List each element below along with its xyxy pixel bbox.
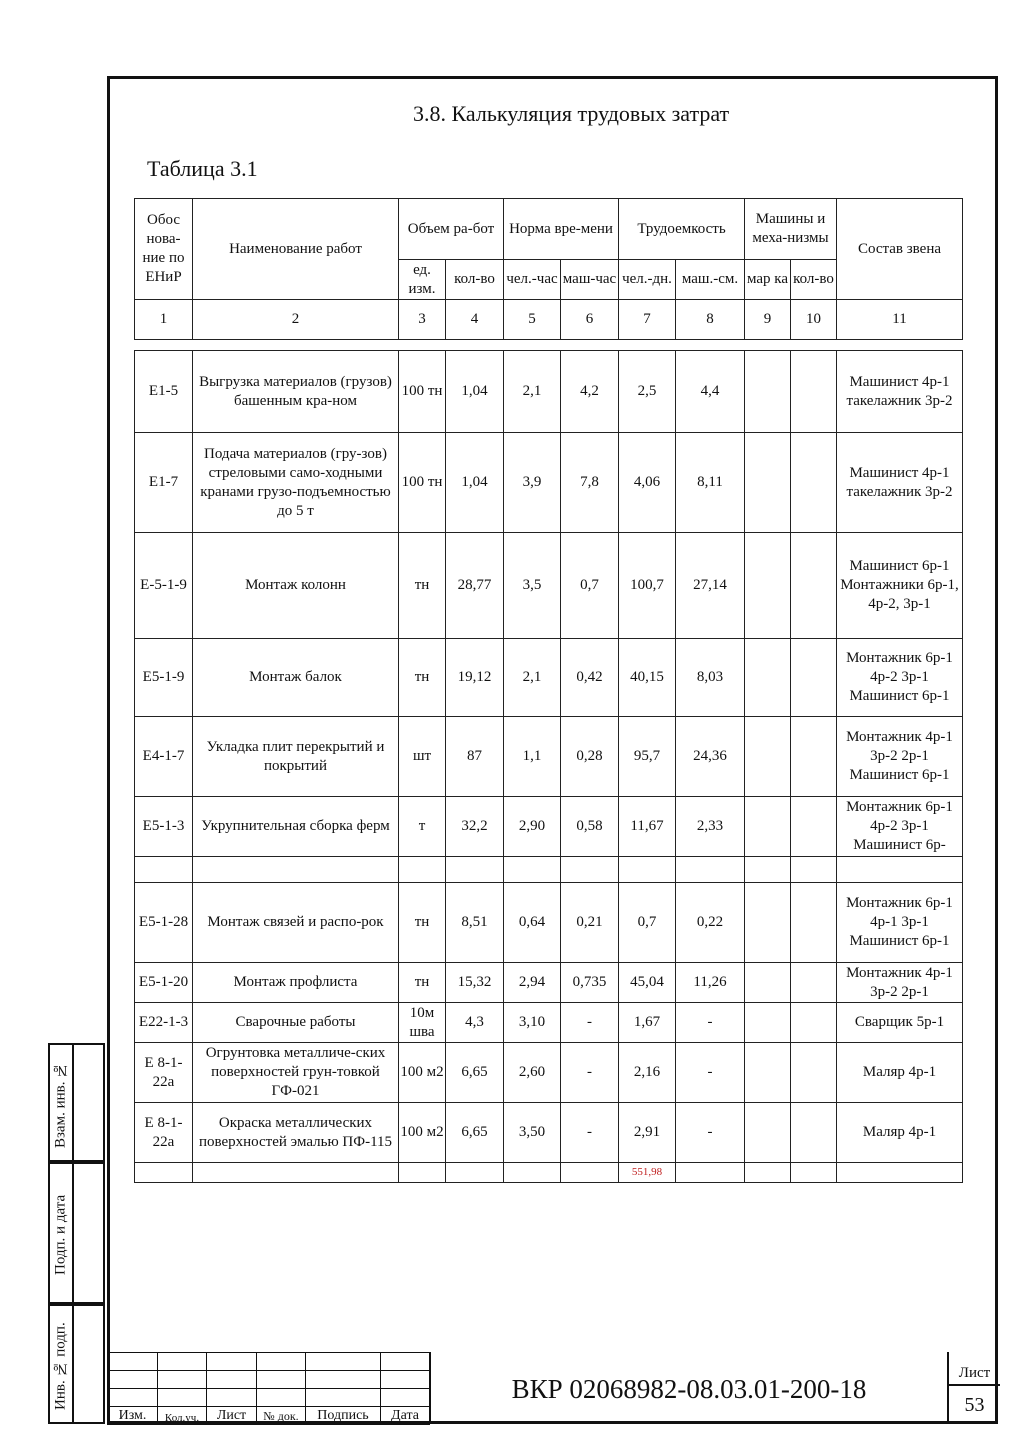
col-num: 4 bbox=[446, 300, 504, 340]
stamp-kol: Кол.уч. bbox=[158, 1407, 207, 1425]
cell-mach-hr: - bbox=[561, 1103, 619, 1163]
cell-unit: тн bbox=[399, 883, 446, 963]
cell-brand bbox=[745, 883, 791, 963]
cell-mach-hr: - bbox=[561, 1043, 619, 1103]
sheet-number: 53 bbox=[964, 1393, 985, 1416]
cell-code: Е-5-1-9 bbox=[135, 533, 193, 639]
cell-qty: 6,65 bbox=[446, 1043, 504, 1103]
cell-qty: 28,77 bbox=[446, 533, 504, 639]
header-volume: Объем ра-бот bbox=[399, 199, 504, 260]
cell-brand bbox=[745, 1003, 791, 1043]
cell-brand bbox=[745, 797, 791, 857]
cell-qty: 4,3 bbox=[446, 1003, 504, 1043]
cell-man-day: 100,7 bbox=[619, 533, 676, 639]
cell-brand bbox=[745, 533, 791, 639]
cell-qty: 1,04 bbox=[446, 433, 504, 533]
cell-mach-hr: - bbox=[561, 1003, 619, 1043]
cell-crew: Машинист 6р-1 Монтажники 6р-1, 4р-2, 3р-1 bbox=[837, 533, 963, 639]
table-row bbox=[135, 433, 963, 533]
cell-name: Монтаж связей и распо-рок bbox=[193, 883, 399, 963]
cell-unit: тн bbox=[399, 963, 446, 1003]
cell-name: Сварочные работы bbox=[193, 1003, 399, 1043]
stamp-list: Лист bbox=[207, 1407, 257, 1425]
cell-man-hr: 1,1 bbox=[504, 717, 561, 797]
header-machines: Машины и меха-низмы bbox=[745, 199, 837, 260]
stamp-sign: Подпись bbox=[306, 1407, 381, 1425]
cell-mach-shift: 4,4 bbox=[676, 351, 745, 433]
cell-count bbox=[791, 351, 837, 433]
cell-mach-shift: 0,22 bbox=[676, 883, 745, 963]
cell-mach-shift: 24,36 bbox=[676, 717, 745, 797]
cell-man-hr: 3,9 bbox=[504, 433, 561, 533]
cell-man-hr: 3,10 bbox=[504, 1003, 561, 1043]
cell-brand bbox=[745, 433, 791, 533]
table-row bbox=[135, 1043, 963, 1103]
header-man-day: чел.-дн. bbox=[619, 260, 676, 300]
cell-name: Монтаж балок bbox=[193, 639, 399, 717]
col-num: 8 bbox=[676, 300, 745, 340]
cell-count bbox=[791, 883, 837, 963]
header-unit: ед. изм. bbox=[399, 260, 446, 300]
cell-name: Монтаж профлиста bbox=[193, 963, 399, 1003]
cell-mach-hr: 0,7 bbox=[561, 533, 619, 639]
cell-mach-hr: 0,42 bbox=[561, 639, 619, 717]
total-man-day: 551,98 bbox=[619, 1163, 676, 1183]
table-row bbox=[135, 533, 963, 639]
cell-mach-shift: 2,33 bbox=[676, 797, 745, 857]
header-brand: мар ка bbox=[745, 260, 791, 300]
sheet-label: Лист bbox=[949, 1354, 1000, 1386]
cell-code: Е 8-1-22а bbox=[135, 1043, 193, 1103]
cell-crew: Маляр 4р-1 bbox=[837, 1103, 963, 1163]
cell-man-hr: 2,1 bbox=[504, 351, 561, 433]
cell-mach-shift: 8,11 bbox=[676, 433, 745, 533]
header-mach-shift: маш.-см. bbox=[676, 260, 745, 300]
side-stamp-sign-date bbox=[48, 1162, 105, 1304]
cell-unit: 10м шва bbox=[399, 1003, 446, 1043]
col-num: 9 bbox=[745, 300, 791, 340]
cell-unit bbox=[399, 857, 446, 883]
cell-unit: 100 тн bbox=[399, 351, 446, 433]
cell-code: Е5-1-3 bbox=[135, 797, 193, 857]
cell-count bbox=[791, 797, 837, 857]
cell-mach-hr: 4,2 bbox=[561, 351, 619, 433]
cell-mach-shift: 27,14 bbox=[676, 533, 745, 639]
cell-man-day: 4,06 bbox=[619, 433, 676, 533]
col-num: 11 bbox=[837, 300, 963, 340]
header-count: кол-во bbox=[791, 260, 837, 300]
col-num: 10 bbox=[791, 300, 837, 340]
side-label-replace: Взам. инв. № bbox=[52, 1061, 69, 1148]
table-row bbox=[135, 857, 963, 883]
cell-brand bbox=[745, 717, 791, 797]
cell-mach-shift bbox=[676, 857, 745, 883]
header-code: Обос нова-ние по ЕНиР bbox=[135, 199, 193, 300]
cell-man-day: 45,04 bbox=[619, 963, 676, 1003]
header-man-hr: чел.-час bbox=[504, 260, 561, 300]
table-row bbox=[135, 351, 963, 433]
cell-qty: 8,51 bbox=[446, 883, 504, 963]
cell-mach-shift: - bbox=[676, 1043, 745, 1103]
cell-qty: 6,65 bbox=[446, 1103, 504, 1163]
cell-unit: 100 м2 bbox=[399, 1103, 446, 1163]
cell-man-hr: 3,5 bbox=[504, 533, 561, 639]
cell-name: Монтаж колонн bbox=[193, 533, 399, 639]
table-row bbox=[135, 963, 963, 1003]
title-block-grid bbox=[107, 1352, 430, 1425]
cell-code: Е5-1-28 bbox=[135, 883, 193, 963]
cell-brand bbox=[745, 963, 791, 1003]
cell-count bbox=[791, 1043, 837, 1103]
cell-unit: шт bbox=[399, 717, 446, 797]
cell-man-hr: 0,64 bbox=[504, 883, 561, 963]
cell-count bbox=[791, 857, 837, 883]
cell-unit: 100 м2 bbox=[399, 1043, 446, 1103]
cell-man-day: 40,15 bbox=[619, 639, 676, 717]
table-row bbox=[135, 1103, 963, 1163]
header-name: Наименование работ bbox=[193, 199, 399, 300]
cell-crew: Монтажник 4р-1 3р-2 2р-1 bbox=[837, 963, 963, 1003]
cell-code: Е22-1-3 bbox=[135, 1003, 193, 1043]
document-code: ВКР 02068982-08.03.01-200-18 bbox=[429, 1352, 947, 1424]
cell-qty: 19,12 bbox=[446, 639, 504, 717]
table-row bbox=[135, 1003, 963, 1043]
cell-mach-hr: 0,58 bbox=[561, 797, 619, 857]
cell-mach-shift: 11,26 bbox=[676, 963, 745, 1003]
cell-qty: 1,04 bbox=[446, 351, 504, 433]
cell-name: Укладка плит перекрытий и покрытий bbox=[193, 717, 399, 797]
cell-code: Е4-1-7 bbox=[135, 717, 193, 797]
cell-crew: Маляр 4р-1 bbox=[837, 1043, 963, 1103]
col-num: 7 bbox=[619, 300, 676, 340]
header-table bbox=[134, 198, 963, 340]
cell-count bbox=[791, 1003, 837, 1043]
cell-crew: Машинист 4р-1 такелажник 3р-2 bbox=[837, 433, 963, 533]
cell-qty bbox=[446, 857, 504, 883]
cell-man-day: 2,16 bbox=[619, 1043, 676, 1103]
cell-mach-shift: - bbox=[676, 1103, 745, 1163]
cell-count bbox=[791, 717, 837, 797]
labor-table bbox=[134, 350, 963, 1183]
cell-unit: 100 тн bbox=[399, 433, 446, 533]
cell-crew: Машинист 4р-1 такелажник 3р-2 bbox=[837, 351, 963, 433]
col-num: 1 bbox=[135, 300, 193, 340]
cell-crew: Монтажник 6р-1 4р-2 3р-1 Машинист 6р-1 bbox=[837, 639, 963, 717]
cell-brand bbox=[745, 857, 791, 883]
cell-mach-hr: 0,28 bbox=[561, 717, 619, 797]
sheet-box bbox=[947, 1352, 1000, 1424]
side-label-sign-date: Подп. и дата bbox=[52, 1194, 69, 1276]
cell-qty: 15,32 bbox=[446, 963, 504, 1003]
cell-code: Е5-1-9 bbox=[135, 639, 193, 717]
col-num: 3 bbox=[399, 300, 446, 340]
cell-brand bbox=[745, 351, 791, 433]
cell-code: Е 8-1-22а bbox=[135, 1103, 193, 1163]
cell-man-day: 11,67 bbox=[619, 797, 676, 857]
cell-brand bbox=[745, 1043, 791, 1103]
cell-man-day: 95,7 bbox=[619, 717, 676, 797]
col-num: 5 bbox=[504, 300, 561, 340]
cell-mach-shift: - bbox=[676, 1003, 745, 1043]
cell-code bbox=[135, 857, 193, 883]
header-crew: Состав звена bbox=[837, 199, 963, 300]
cell-crew: Монтажник 4р-1 3р-2 2р-1 Машинист 6р-1 bbox=[837, 717, 963, 797]
cell-man-hr: 2,1 bbox=[504, 639, 561, 717]
cell-mach-hr bbox=[561, 857, 619, 883]
cell-brand bbox=[745, 639, 791, 717]
col-num: 6 bbox=[561, 300, 619, 340]
header-labor: Трудоемкость bbox=[619, 199, 745, 260]
side-stamp-replace bbox=[48, 1043, 105, 1162]
cell-man-day: 1,67 bbox=[619, 1003, 676, 1043]
side-stamp-inv bbox=[48, 1304, 105, 1424]
cell-man-day: 2,91 bbox=[619, 1103, 676, 1163]
cell-man-hr bbox=[504, 857, 561, 883]
cell-count bbox=[791, 533, 837, 639]
cell-crew: Сварщик 5р-1 bbox=[837, 1003, 963, 1043]
table-row bbox=[135, 639, 963, 717]
stamp-izm: Изм. bbox=[108, 1407, 158, 1425]
table-label: Таблица 3.1 bbox=[147, 156, 258, 181]
cell-code: Е1-7 bbox=[135, 433, 193, 533]
cell-name: Укрупнительная сборка ферм bbox=[193, 797, 399, 857]
cell-man-day: 2,5 bbox=[619, 351, 676, 433]
cell-mach-hr: 0,735 bbox=[561, 963, 619, 1003]
cell-unit: тн bbox=[399, 639, 446, 717]
cell-man-hr: 2,60 bbox=[504, 1043, 561, 1103]
cell-unit: тн bbox=[399, 533, 446, 639]
cell-man-day: 0,7 bbox=[619, 883, 676, 963]
cell-crew: Монтажник 6р-1 4р-1 3р-1 Машинист 6р-1 bbox=[837, 883, 963, 963]
cell-count bbox=[791, 963, 837, 1003]
title-block bbox=[107, 1352, 998, 1424]
cell-unit: т bbox=[399, 797, 446, 857]
header-norm: Норма вре-мени bbox=[504, 199, 619, 260]
cell-code: Е5-1-20 bbox=[135, 963, 193, 1003]
cell-mach-hr: 0,21 bbox=[561, 883, 619, 963]
cell-mach-shift: 8,03 bbox=[676, 639, 745, 717]
cell-name: Огрунтовка металличе-ских поверхностей грун-товкой ГФ-021 bbox=[193, 1043, 399, 1103]
cell-name: Выгрузка материалов (грузов) башенным кра-ном bbox=[193, 351, 399, 433]
table-row bbox=[135, 883, 963, 963]
cell-man-hr: 2,94 bbox=[504, 963, 561, 1003]
section-title: 3.8. Калькуляция трудовых затрат bbox=[413, 101, 730, 126]
header-qty: кол-во bbox=[446, 260, 504, 300]
cell-man-hr: 3,50 bbox=[504, 1103, 561, 1163]
cell-man-hr: 2,90 bbox=[504, 797, 561, 857]
col-num: 2 bbox=[193, 300, 399, 340]
cell-man-day bbox=[619, 857, 676, 883]
header-mach-hr: маш-час bbox=[561, 260, 619, 300]
cell-name: Окраска металлических поверхностей эмалью ПФ-115 bbox=[193, 1103, 399, 1163]
cell-count bbox=[791, 433, 837, 533]
side-label-inv: Инв. № подп. bbox=[52, 1322, 69, 1410]
cell-name bbox=[193, 857, 399, 883]
stamp-date: Дата bbox=[381, 1407, 430, 1425]
cell-code: Е1-5 bbox=[135, 351, 193, 433]
cell-qty: 32,2 bbox=[446, 797, 504, 857]
cell-crew bbox=[837, 857, 963, 883]
cell-count bbox=[791, 639, 837, 717]
cell-brand bbox=[745, 1103, 791, 1163]
cell-qty: 87 bbox=[446, 717, 504, 797]
cell-count bbox=[791, 1103, 837, 1163]
cell-crew: Монтажник 6р-1 4р-2 3р-1 Машинист 6р- bbox=[837, 797, 963, 857]
table-row bbox=[135, 717, 963, 797]
cell-mach-hr: 7,8 bbox=[561, 433, 619, 533]
table-row bbox=[135, 797, 963, 857]
cell-name: Подача материалов (гру-зов) стреловыми само-ходными кранами грузо-подъемностью до 5 т bbox=[193, 433, 399, 533]
stamp-doc: № док. bbox=[257, 1407, 306, 1425]
